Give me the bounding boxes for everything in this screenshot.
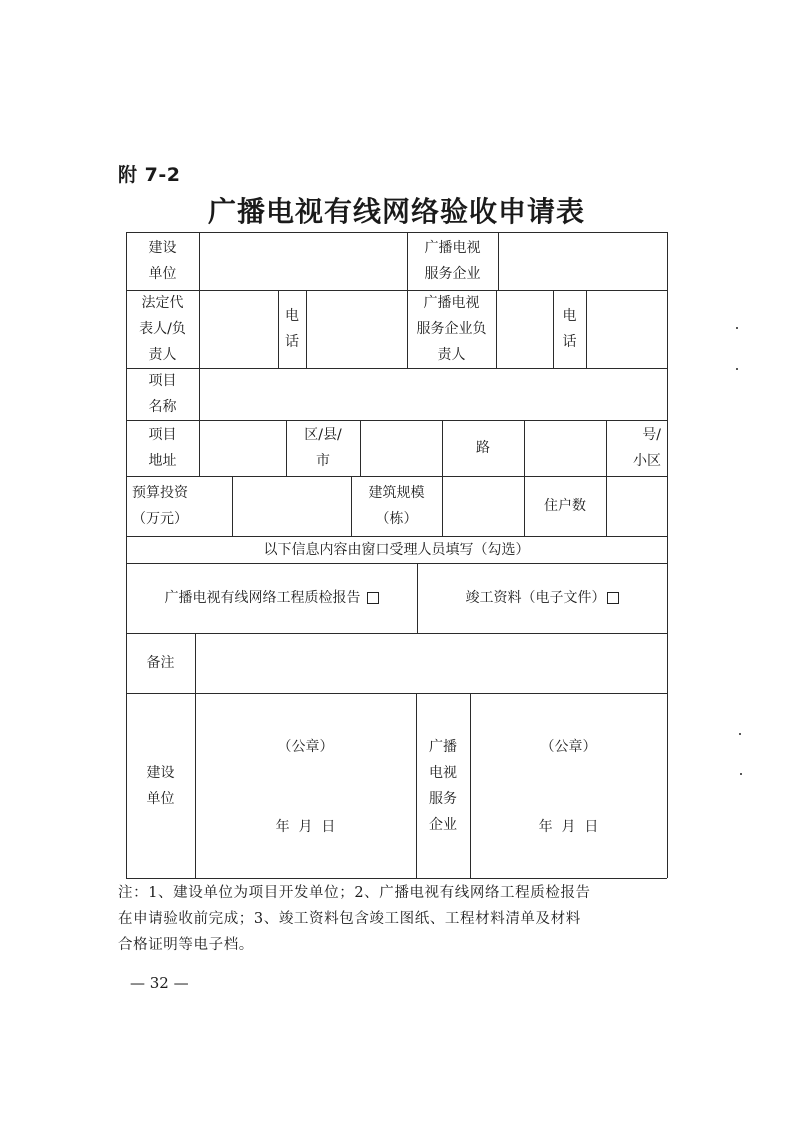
remarks-field[interactable] (195, 633, 667, 693)
page-number: — 32 — (130, 974, 189, 992)
label-line: 话 (562, 334, 577, 350)
label-line: 电视 (429, 764, 457, 781)
legal-representative-field[interactable] (199, 290, 278, 368)
district-field[interactable] (199, 420, 286, 476)
completion-docs-label: 竣工资料（电子文件） (465, 590, 606, 606)
label-line: 建设 (148, 240, 177, 256)
form-title: 广播电视有线网络验收申请表 (207, 195, 585, 228)
label-line: 小区 (633, 453, 661, 469)
households-label: 住户数 (544, 498, 586, 514)
budget-label (126, 476, 232, 536)
budget-field[interactable] (232, 476, 351, 536)
construction-unit-label (126, 232, 199, 290)
label-line: 广播电视 (423, 295, 480, 311)
label-line: 建筑规模 (368, 485, 425, 501)
footnote-line: 注：1、建设单位为项目开发单位；2、广播电视有线网络工程质检报告 (118, 885, 591, 901)
quality-report-label: 广播电视有线网络工程质检报告 (164, 590, 361, 606)
date-placeholder-1[interactable]: 年 月 日 (275, 819, 336, 835)
district-label (286, 420, 360, 476)
label-line: （栋） (375, 511, 418, 527)
service-head-field[interactable] (496, 290, 553, 368)
label-line: 预算投资 (132, 485, 188, 501)
col-divider (195, 693, 196, 878)
service-head-label (407, 290, 496, 368)
table-border-bottom (126, 878, 667, 879)
date-placeholder-2[interactable]: 年 月 日 (538, 819, 599, 835)
construction-unit-field[interactable] (199, 232, 407, 290)
footnote-line: 在申请验收前完成；3、竣工资料包含竣工图纸、工程材料清单及材料 (118, 911, 581, 927)
quality-report-checkbox[interactable] (367, 592, 379, 604)
seal-placeholder-2: （公章） (540, 739, 597, 755)
number-label (606, 420, 667, 476)
table-border-right (667, 232, 668, 878)
label-line: 电 (562, 308, 577, 324)
label-line: 表人/负 (139, 321, 186, 337)
label-line: （万元） (132, 511, 188, 527)
label-line: 单位 (148, 266, 177, 282)
label-line: 服务 (429, 790, 457, 807)
project-name-field[interactable] (199, 368, 667, 420)
phone-label-1 (278, 290, 306, 368)
label-line: 服务企业 (424, 266, 481, 282)
service-enterprise-label (407, 232, 498, 290)
label-line: 地址 (148, 453, 177, 469)
completion-docs-option[interactable] (417, 563, 667, 633)
window-staff-note: 以下信息内容由窗口受理人员填写（勾选） (263, 541, 530, 558)
building-scale-field[interactable] (442, 476, 524, 536)
label-line: 项目 (148, 373, 177, 389)
seal-service-enterprise-label (416, 693, 470, 878)
label-line: 区/县/ (304, 427, 342, 443)
label-line: 话 (285, 334, 299, 350)
road-label: 路 (476, 440, 490, 456)
label-line: 市 (316, 453, 330, 469)
quality-report-option[interactable] (126, 563, 417, 633)
legal-representative-label (126, 290, 199, 368)
label-line: 项目 (148, 427, 177, 443)
scan-speck (736, 327, 738, 329)
footnote (118, 880, 674, 958)
row-divider (126, 693, 667, 694)
seal-placeholder-1: （公章） (277, 739, 334, 755)
remarks-label: 备注 (146, 655, 175, 671)
building-scale-label (351, 476, 442, 536)
road-field[interactable] (360, 420, 442, 476)
col-divider (470, 693, 471, 878)
label-line: 责人 (148, 347, 177, 363)
label-line: 建设 (146, 764, 175, 781)
attachment-label: 附 7-2 (118, 164, 181, 186)
phone-label-2 (553, 290, 586, 368)
project-address-label (126, 420, 199, 476)
label-line: 广播电视 (424, 240, 481, 256)
label-line: 广播 (429, 738, 457, 755)
scan-speck (740, 773, 742, 775)
completion-docs-checkbox[interactable] (607, 592, 619, 604)
label-line: 电 (285, 308, 299, 324)
label-line: 责人 (437, 347, 466, 363)
scan-speck (736, 368, 738, 370)
scan-speck (739, 733, 741, 735)
label-line: 号/ (642, 427, 661, 443)
service-enterprise-field[interactable] (498, 232, 667, 290)
number-field[interactable] (524, 420, 606, 476)
footnote-line: 合格证明等电子档。 (118, 937, 254, 953)
phone-field-2[interactable] (586, 290, 667, 368)
label-line: 服务企业负 (416, 321, 487, 337)
seal-construction-unit-label (126, 693, 195, 878)
project-name-label (126, 368, 199, 420)
phone-field-1[interactable] (306, 290, 407, 368)
label-line: 单位 (146, 790, 175, 807)
households-field[interactable] (606, 476, 667, 536)
label-line: 名称 (148, 399, 177, 415)
label-line: 企业 (429, 816, 457, 833)
label-line: 法定代 (141, 295, 184, 311)
